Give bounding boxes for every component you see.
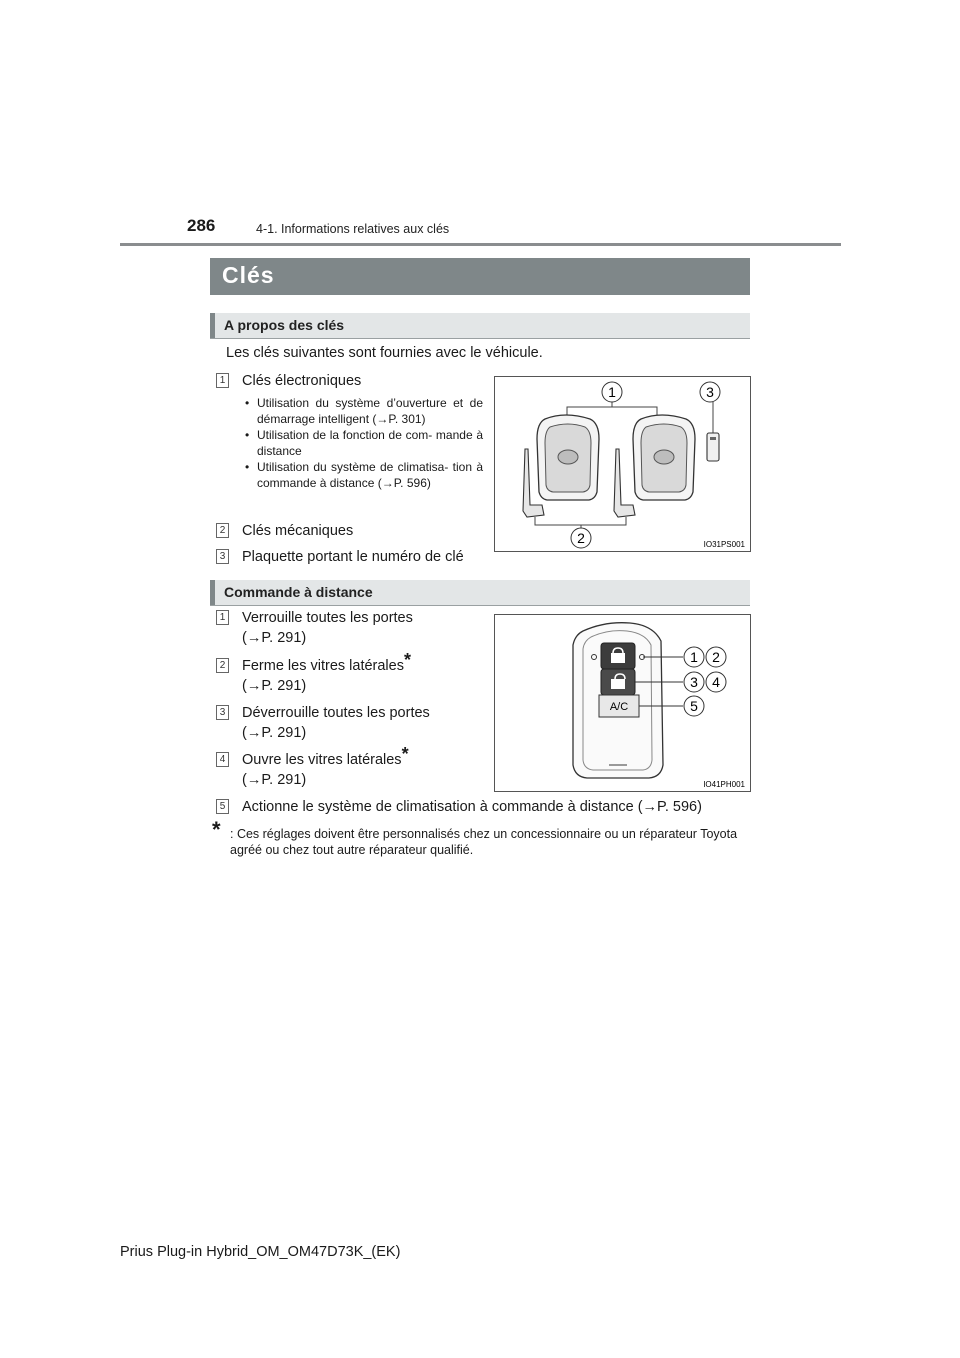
footnote-star: *: [212, 817, 221, 842]
item-number-badge: 1: [216, 610, 229, 625]
ac-button-label: A/C: [609, 701, 629, 713]
item-remote-climate: Actionne le système de climatisation à commande à distance (→P. 596): [242, 799, 702, 815]
page-reference: (→P. 291): [242, 772, 307, 788]
section-heading-about-keys: [210, 313, 750, 339]
electronic-key-left: [537, 415, 599, 500]
section-heading-remote-control: [210, 580, 750, 606]
key-number-plate: [707, 433, 719, 461]
bullet-item: • Utilisation du système d’ouverture et de démarrage intelligent (→P. 301): [245, 395, 483, 427]
item-unlock-all-doors: Déverrouille toutes les portes: [242, 705, 430, 721]
item-number-badge: 3: [216, 549, 229, 564]
callout-5-label: 5: [690, 698, 698, 714]
bullet-item: • Utilisation du système de climatisa- tion à commande à distance (→P. 596): [245, 459, 483, 491]
page-reference: (→P. 291): [242, 678, 307, 694]
item-label: Ouvre les vitres latérales: [242, 752, 402, 768]
footnote-marker: *: [401, 744, 409, 765]
remote-control-figure: [494, 614, 751, 792]
callout-3-label: 3: [706, 384, 714, 400]
bullet-item: • Utilisation de la fonction de com- mande à distance: [245, 427, 483, 459]
page-number: 286: [187, 216, 216, 235]
callout-1-label: 1: [608, 384, 616, 400]
item-number-badge: 3: [216, 705, 229, 720]
item-lock-all-doors: Verrouille toutes les portes: [242, 610, 413, 626]
page-title-bar: [210, 258, 750, 295]
footnote-text: : Ces réglages doivent être personnalisés chez un concessionnaire ou un réparateur Toyota agréé ou chez tout autre réparateur qualifié.: [230, 827, 738, 857]
item-key-number-plate: Plaquette portant le numéro de clé: [242, 549, 464, 565]
footer-manual-id: Prius Plug-in Hybrid_OM_OM47D73K_(EK): [120, 1244, 401, 1260]
chapter-title: 4-1. Informations relatives aux clés: [256, 222, 450, 236]
item-label: Ferme les vitres latérales: [242, 658, 404, 674]
mechanical-key-right: [614, 449, 635, 517]
callout-2-label: 2: [712, 649, 720, 665]
page-title: Clés: [222, 262, 275, 288]
item-mechanical-keys: Clés mécaniques: [242, 523, 354, 539]
section-heading-text: Commande à distance: [224, 584, 373, 600]
page-reference: (→P. 291): [242, 630, 307, 646]
header-rule: [120, 243, 841, 246]
callout-3-label: 3: [690, 674, 698, 690]
remote-illustration: [495, 615, 750, 791]
item-number-badge: 2: [216, 523, 229, 538]
item-number-badge: 4: [216, 752, 229, 767]
item-electronic-keys: Clés électroniques: [242, 373, 362, 389]
callout-2-label: 2: [577, 530, 585, 546]
figure-code: IO41PH001: [703, 780, 745, 789]
item-close-windows: [242, 650, 411, 674]
footnote-marker: *: [403, 650, 411, 671]
item-number-badge: 1: [216, 373, 229, 388]
remote-key-fob: [573, 623, 663, 778]
electronic-key-right: [633, 415, 695, 500]
item-number-badge: 5: [216, 799, 229, 814]
page-reference: (→P. 291): [242, 725, 307, 741]
callout-4-label: 4: [712, 674, 720, 690]
figure-code: IO31PS001: [703, 540, 745, 549]
intro-text: Les clés suivantes sont fournies avec le véhicule.: [226, 345, 543, 361]
section-heading-text: A propos des clés: [224, 317, 345, 333]
callout-1-label: 1: [690, 649, 698, 665]
item-open-windows: [242, 744, 409, 768]
footnote: [212, 817, 750, 858]
item-number-badge: 2: [216, 658, 229, 673]
keys-illustration: [495, 377, 750, 551]
bullet-list: [245, 395, 483, 491]
keys-figure: [494, 376, 751, 552]
